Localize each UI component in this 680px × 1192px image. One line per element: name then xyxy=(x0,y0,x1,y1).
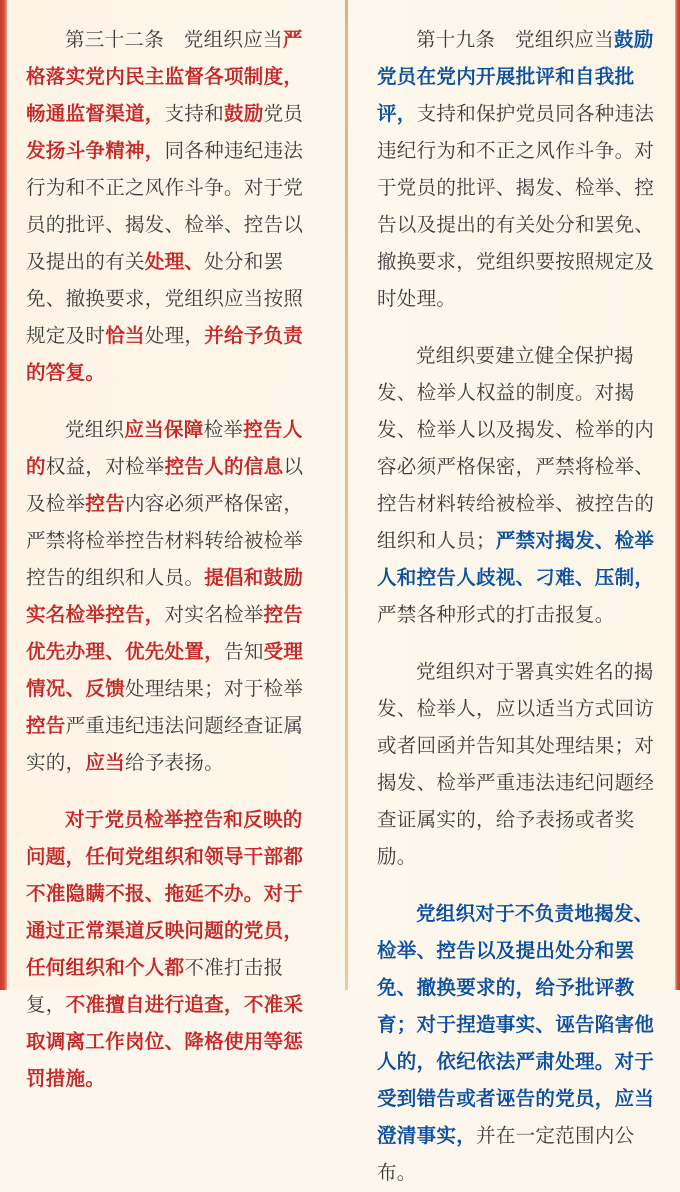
paragraph-spacer xyxy=(377,882,660,896)
text-run-plain: 内容必须严格保密，严禁将检举控告材料转给被检举控告的组织和人员。 xyxy=(26,494,304,589)
paragraph-spacer xyxy=(26,398,321,412)
text-run-plain: 支持和 xyxy=(164,104,225,125)
paragraph-spacer xyxy=(26,788,321,802)
text-run-red: 控告人的 xyxy=(26,420,303,478)
text-run-red: 不准擅自进行追查 xyxy=(65,995,225,1016)
text-run-plain: 第三十二条 xyxy=(65,30,165,51)
text-run-plain: 党组织对于署真实姓名的揭发、检举人，应以适当方式回访或者回函并告知其处理结果；对揭发、检举严重违法违纪问题经查证属实的，给予表扬或者奖励。 xyxy=(377,662,655,868)
paragraph-article-19 xyxy=(377,22,660,318)
text-run-plain: 党员 xyxy=(263,104,304,125)
text-run-plain: 处分和罢免、撤换要求，党组织应当按照规定及时 xyxy=(26,252,304,347)
text-run-plain: 并在一定范围内公布。 xyxy=(377,1126,635,1184)
text-run-plain: 处理结果； xyxy=(125,679,225,700)
text-run-plain: 以及检举 xyxy=(26,457,304,515)
paragraph-left-p2 xyxy=(26,412,321,782)
text-run-red: 受理情况、反馈 xyxy=(26,642,304,700)
left-text-column xyxy=(0,0,347,1090)
text-run-red: 恰当 xyxy=(105,326,145,347)
text-run-red: 控告 xyxy=(85,494,126,515)
text-run-red: 控告 xyxy=(26,716,66,737)
text-run-plain: 对实名检举 xyxy=(164,605,264,626)
text-run-plain: 给予表扬。 xyxy=(125,753,225,774)
text-run-red: 控告优先办理、优先处置， xyxy=(26,605,304,663)
left-red-edge-decoration xyxy=(0,0,7,990)
text-run-blue: 党组织对于不负责地揭发、检举、控告以及提出处分和罢免、撤换要求的，给予批评教育；对于捏造事实、诬告陷害他人的，依纪依法严肃处理。对于受到错告或者诬告的党员，应当澄清事实， xyxy=(377,904,655,1147)
text-run-red: 应当 xyxy=(85,753,126,774)
column-divider xyxy=(345,0,348,990)
right-text-column xyxy=(347,0,680,1184)
text-run-plain: 同各种违纪违法行为和不正之风作斗争。对于党员的批评、揭发、检举、控告以及提出的有关 xyxy=(26,141,304,273)
text-run-plain: 第十九条 xyxy=(416,30,496,51)
paragraph-right-p3 xyxy=(377,654,660,876)
text-run-plain: 告知 xyxy=(224,642,264,663)
text-run-red: 处理、 xyxy=(144,252,205,273)
text-run-plain: 检举 xyxy=(203,420,244,441)
text-run-red: 控告人的信息 xyxy=(164,457,284,478)
text-run-plain: 对于检举 xyxy=(224,679,304,700)
text-run-plain: 党组织 xyxy=(65,420,125,441)
text-run-blue: 鼓励党员在党内开展批评和自我批评， xyxy=(377,30,654,125)
text-run-plain: 权益，对检举 xyxy=(45,457,165,478)
text-run-red: 发扬斗争精神， xyxy=(26,141,165,162)
text-run-plain: 党组织应当 xyxy=(164,30,283,51)
text-run-red: 应当保障 xyxy=(124,420,204,441)
paragraph-spacer xyxy=(377,640,660,654)
paragraph-right-p2 xyxy=(377,338,660,634)
paragraph-right-p4 xyxy=(377,896,660,1192)
text-run-plain: 严禁各种形式的打击报复。 xyxy=(377,605,615,626)
text-run-plain: 党组织应当 xyxy=(495,30,615,51)
paragraph-article-32 xyxy=(26,22,321,392)
paragraph-left-p3 xyxy=(26,802,321,1098)
paragraph-spacer xyxy=(377,324,660,338)
text-run-red: 对于党员检举控告和反映的问题，任何党组织和领导干部都不准隐瞒不报、拖延不办。对于通过正常渠道反映问题的党员，任何组织和个人都 xyxy=(26,810,304,979)
text-run-plain: 党组织要建立健全保护揭发、检举人权益的制度。对揭发、检举人以及揭发、检举的内容必须严格保密，严禁将检举、控告材料转给被检举、被控告的组织和人员； xyxy=(377,346,655,552)
right-red-edge-decoration xyxy=(675,0,680,990)
text-run-plain: 严重违纪违法问题经查证属实的， xyxy=(26,716,304,774)
text-run-plain: 支持和保护党员同各种违法违纪行为和不正之风作斗争。对于党员的批评、揭发、检举、控告以及提出的有关处分和罢免、撤换要求，党组织要按照规定及时处理。 xyxy=(377,104,655,310)
text-run-plain: 不准打击报复， xyxy=(26,958,284,1016)
text-run-red: 并给予负责的答复。 xyxy=(26,326,304,384)
text-run-red: 严格落实党内民主监督各项制度，畅通监督渠道， xyxy=(26,30,304,125)
text-run-blue: 严禁对揭发、检举人和控告人歧视、刁难、压制， xyxy=(377,531,655,589)
text-run-plain: 处理， xyxy=(144,326,205,347)
text-run-red: ，不准采取调离工作岗位、降格使用等惩罚措施。 xyxy=(26,995,304,1090)
text-run-red: 鼓励 xyxy=(224,104,264,125)
text-run-red: 提倡和鼓励实名检举控告， xyxy=(26,568,304,626)
